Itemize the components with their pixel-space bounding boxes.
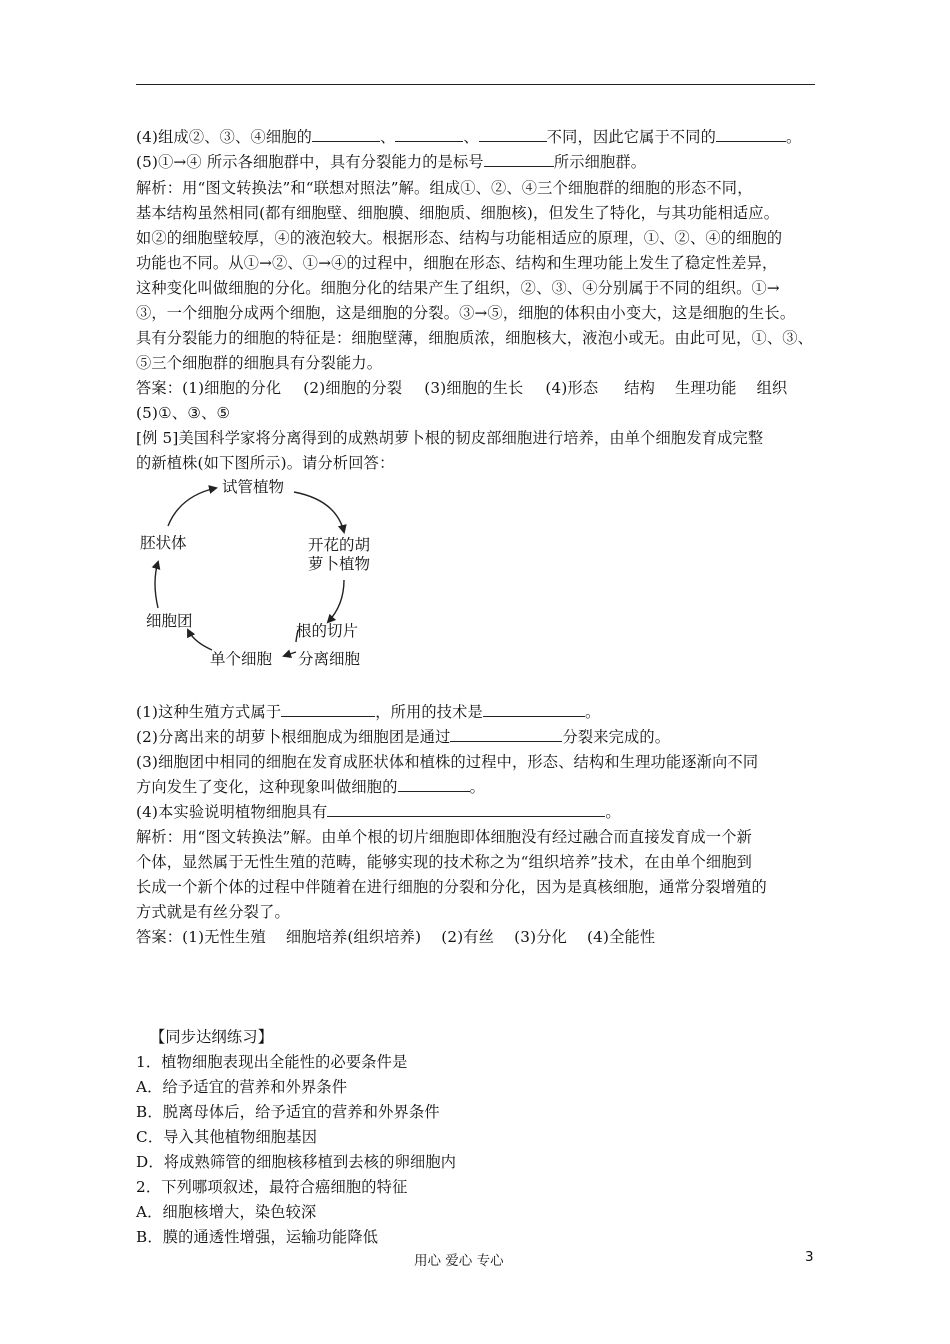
- analysis-2-line: 解析：用“图文转换法”解。由单个根的切片细胞即体细胞没有经过融合而直接发育成一个新: [136, 828, 753, 846]
- node-separated-cells: 分离细胞: [298, 650, 361, 668]
- answer-item: 组织: [756, 379, 788, 397]
- analysis-1-line: 基本结构虽然相同(都有细胞壁、细胞膜、细胞质、细胞核)，但发生了特化，与其功能相适应。: [136, 204, 780, 222]
- blank[interactable]: [312, 127, 380, 142]
- example-5-line: 的新植株(如下图所示)。请分析回答：: [136, 454, 395, 472]
- analysis-1-line: 如②的细胞壁较厚，④的液泡较大。根据形态、结构与功能相适应的原理，①、②、④的细胞的: [136, 229, 783, 247]
- answer-item: (4)形态: [545, 379, 599, 397]
- text: (5)①→④ 所示各细胞群中，具有分裂能力的是标号: [136, 153, 484, 171]
- practice-line: C．导入其他植物细胞基因: [136, 1128, 318, 1146]
- practice-line: A．细胞核增大，染色较深: [136, 1203, 317, 1221]
- analysis-2-line: 长成一个新个体的过程中伴随着在进行细胞的分裂和分化，因为是真核细胞，通常分裂增殖的: [136, 878, 767, 896]
- practice-line: D．将成熟筛管的细胞核移植到去核的卵细胞内: [136, 1153, 457, 1171]
- analysis-1-line: ⑤三个细胞群的细胞具有分裂能力。: [136, 354, 383, 372]
- node-flowering-carrot-1: 开花的胡: [308, 536, 371, 554]
- practice-line: 2．下列哪项叙述，最符合癌细胞的特征: [136, 1178, 408, 1196]
- blank[interactable]: [479, 127, 547, 142]
- text: 。: [469, 778, 485, 796]
- answer-1-line2: (5)①、③、⑤: [136, 404, 231, 422]
- text: 、: [463, 128, 479, 146]
- text: (4)本实验说明植物细胞具有: [136, 803, 328, 821]
- answer-item: 细胞培养(组织培养): [285, 928, 422, 946]
- answer-item: (4)全能性: [586, 928, 656, 946]
- answer-prefix: 答案：: [136, 379, 183, 397]
- answer-item: (1)无性生殖: [182, 928, 266, 946]
- answer-item: (1)细胞的分化: [182, 379, 282, 397]
- arrow-mass-to-embryo: [155, 562, 158, 608]
- blank[interactable]: [483, 702, 585, 717]
- answer-item: 结构: [624, 379, 656, 397]
- analysis-1-line: 具有分裂能力的细胞的特征是：细胞壁薄，细胞质浓，细胞核大，液泡小或无。由此可见，①、③、: [136, 329, 814, 347]
- page-number: 3: [805, 1249, 814, 1265]
- text: (2)分离出来的胡萝卜根细胞成为细胞团是通过: [136, 728, 451, 746]
- answer-2-line: [136, 926, 655, 948]
- text: 。: [786, 128, 802, 146]
- analysis-1-line: 解析：用“图文转换法”和“联想对照法”解。组成①、②、④三个细胞群的细胞的形态不同，: [136, 179, 753, 197]
- analysis-2-line: 方式就是有丝分裂了。: [136, 903, 290, 921]
- answer-item: (3)分化: [514, 928, 567, 946]
- arrow-right-to-root: [328, 580, 344, 622]
- answer-item: 生理功能: [675, 379, 737, 397]
- header-rule: [136, 84, 815, 85]
- arrow-top-to-right: [294, 492, 344, 532]
- blank[interactable]: [450, 727, 562, 742]
- question-1-line: [136, 701, 600, 723]
- answer-item: (3)细胞的生长: [424, 379, 524, 397]
- answer-item: (2)有丝: [441, 928, 495, 946]
- node-single-cell: 单个细胞: [210, 650, 273, 668]
- practice-line: A．给予适宜的营养和外界条件: [136, 1078, 348, 1096]
- text: 分裂来完成的。: [562, 728, 671, 746]
- question-3-line2: [136, 776, 485, 798]
- arrow-separated-to-single: [284, 652, 296, 656]
- answer-1-line: [136, 377, 787, 399]
- practice-line: B．膜的通透性增强，运输功能降低: [136, 1228, 379, 1246]
- arrow-embryo-to-top: [168, 488, 216, 526]
- text: 。: [605, 803, 621, 821]
- text: 不同，因此它属于不同的: [546, 128, 717, 146]
- node-embryoid: 胚状体: [140, 534, 187, 552]
- blank[interactable]: [327, 802, 605, 817]
- question-2-line: [136, 726, 670, 748]
- blank[interactable]: [398, 777, 470, 792]
- text: (4)组成②、③、④细胞的: [136, 128, 312, 146]
- text: (1)这种生殖方式属于: [136, 703, 282, 721]
- question-3-line: (3)细胞团中相同的细胞在发育成胚状体和植株的过程中，形态、结构和生理功能逐渐向不同: [136, 753, 759, 771]
- blank[interactable]: [395, 127, 463, 142]
- analysis-1-line: ③，一个细胞分成两个细胞，这是细胞的分裂。③→⑤，细胞的体积由小变大，这是细胞的生长。: [136, 304, 796, 322]
- example-5-line: [例 5]美国科学家将分离得到的成熟胡萝卜根的韧皮部细胞进行培养，由单个细胞发育成完整: [136, 429, 764, 447]
- practice-title: 【同步达纲练习】: [150, 1028, 274, 1046]
- tissue-culture-cycle-diagram: [136, 470, 396, 685]
- node-flowering-carrot-2: 萝卜植物: [308, 555, 371, 573]
- node-root-slice: 根的切片: [296, 622, 359, 640]
- question-4-line: [136, 126, 801, 148]
- text: 。: [584, 703, 601, 721]
- analysis-1-line: 这种变化叫做细胞的分化。细胞分化的结果产生了组织，②、③、④分别属于不同的组织。①→: [136, 279, 780, 297]
- text: ，所用的技术是: [375, 703, 483, 721]
- analysis-1-line: 功能也不同。从①→②、①→④的过程中，细胞在形态、结构和生理功能上发生了稳定性差异，: [136, 254, 778, 272]
- text: 方向发生了变化，这种现象叫做细胞的: [136, 778, 398, 796]
- footer-slogan: 用心 爱心 专心: [414, 1253, 504, 1269]
- text: 、: [380, 128, 396, 146]
- answer-prefix: 答案：: [136, 928, 183, 946]
- question-5-line: [136, 151, 646, 173]
- practice-line: B．脱离母体后，给予适宜的营养和外界条件: [136, 1103, 440, 1121]
- answer-item: (2)细胞的分裂: [303, 379, 403, 397]
- node-test-tube-plant: 试管植物: [222, 478, 285, 496]
- text: 所示细胞群。: [553, 153, 647, 171]
- question-4-exp-line: [136, 801, 621, 823]
- arrow-single-to-mass: [188, 630, 212, 650]
- analysis-2-line: 个体，显然属于无性生殖的范畴，能够实现的技术称之为“组织培养”技术，在由单个细胞到: [136, 853, 753, 871]
- blank[interactable]: [484, 152, 554, 167]
- practice-line: 1．植物细胞表现出全能性的必要条件是: [136, 1053, 408, 1071]
- blank[interactable]: [281, 702, 375, 717]
- node-cell-mass: 细胞团: [146, 612, 193, 630]
- blank[interactable]: [716, 127, 786, 142]
